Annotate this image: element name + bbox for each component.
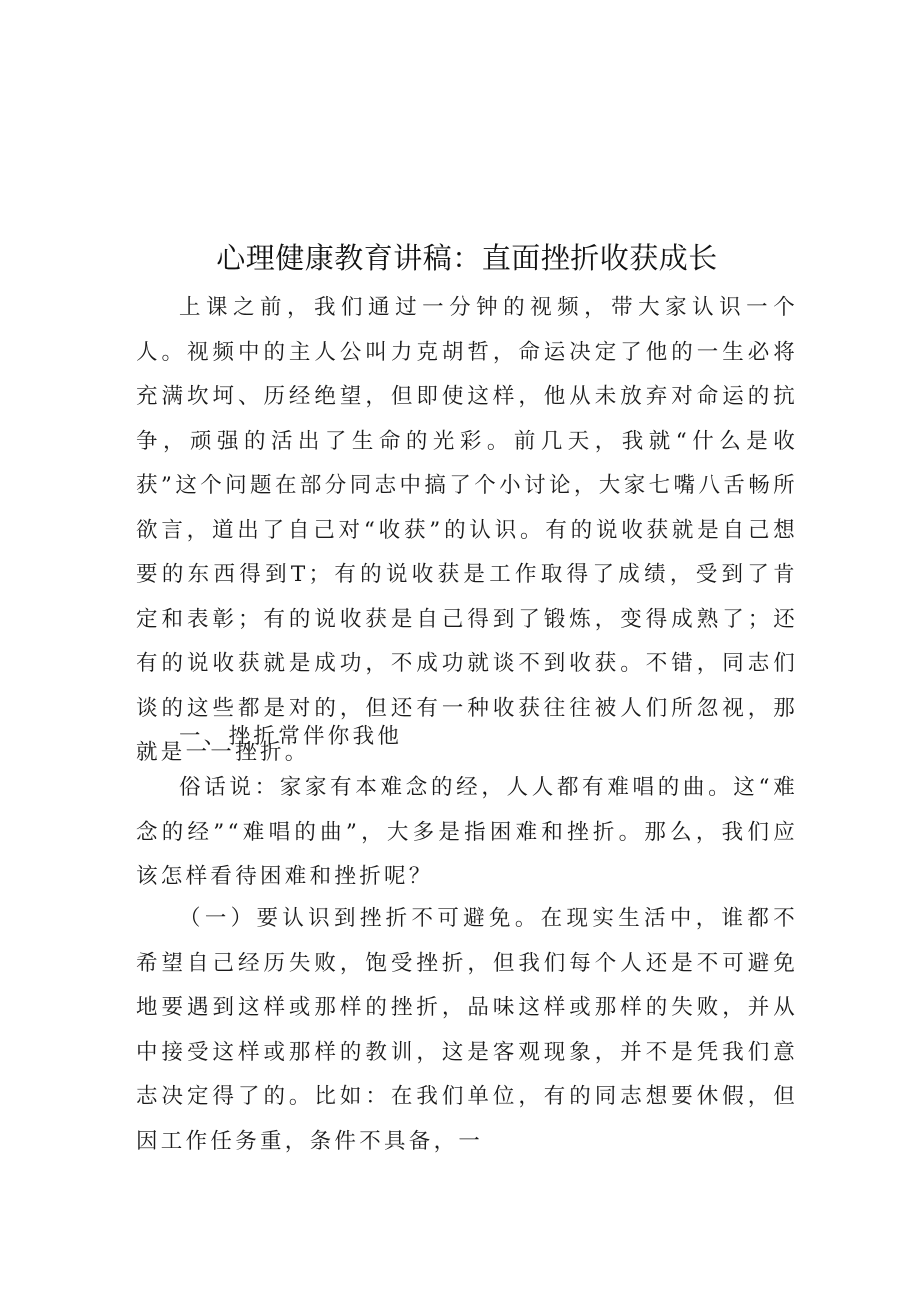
section-heading: 一、挫折常伴你我他 — [179, 724, 403, 749]
paragraph-point-one: （一）要认识到挫折不可避免。在现实生活中，谁都不希望自己经历失败，饱受挫折，但我们每个人还是不可避免地要遇到这样或那样的挫折，品味这样或那样的失败，并从中接受这样或那样的教训，这是客观现象，并不是凭我们意志决定得了的。比如：在我们单位，有的同志想要休假，但因工作任务重，条件不具备，一 — [136, 906, 798, 1154]
paragraph-proverb: 俗话说：家家有本难念的经，人人都有难唱的曲。这“难念的经”“难唱的曲”，大多是指困难和挫折。那么，我们应该怎样看待困难和挫折呢？ — [136, 775, 798, 889]
paragraph-intro: 上课之前，我们通过一分钟的视频，带大家认识一个人。视频中的主人公叫力克胡哲，命运决定了他的一生必将充满坎坷、历经绝望，但即使这样，他从未放弃对命运的抗争，顽强的活出了生命的光彩。前几天，我就“什么是收获”这个问题在部分同志中搞了个小讨论，大家七嘴八舌畅所欲言，道出了自己对“收获”的认识。有的说收获就是自己想要的东西得到T；有的说收获是工作取得了成绩，受到了肯定和表彰；有的说收获是自己得到了锻炼，变得成熟了；还有的说收获就是成功，不成功就谈不到收获。不错，同志们谈的这些都是对的，但还有一种收获往往被人们所忽视，那就是一一挫折。 — [136, 295, 798, 765]
document-title: 心理健康教育讲稿：直面挫折收获成长 — [216, 241, 718, 275]
